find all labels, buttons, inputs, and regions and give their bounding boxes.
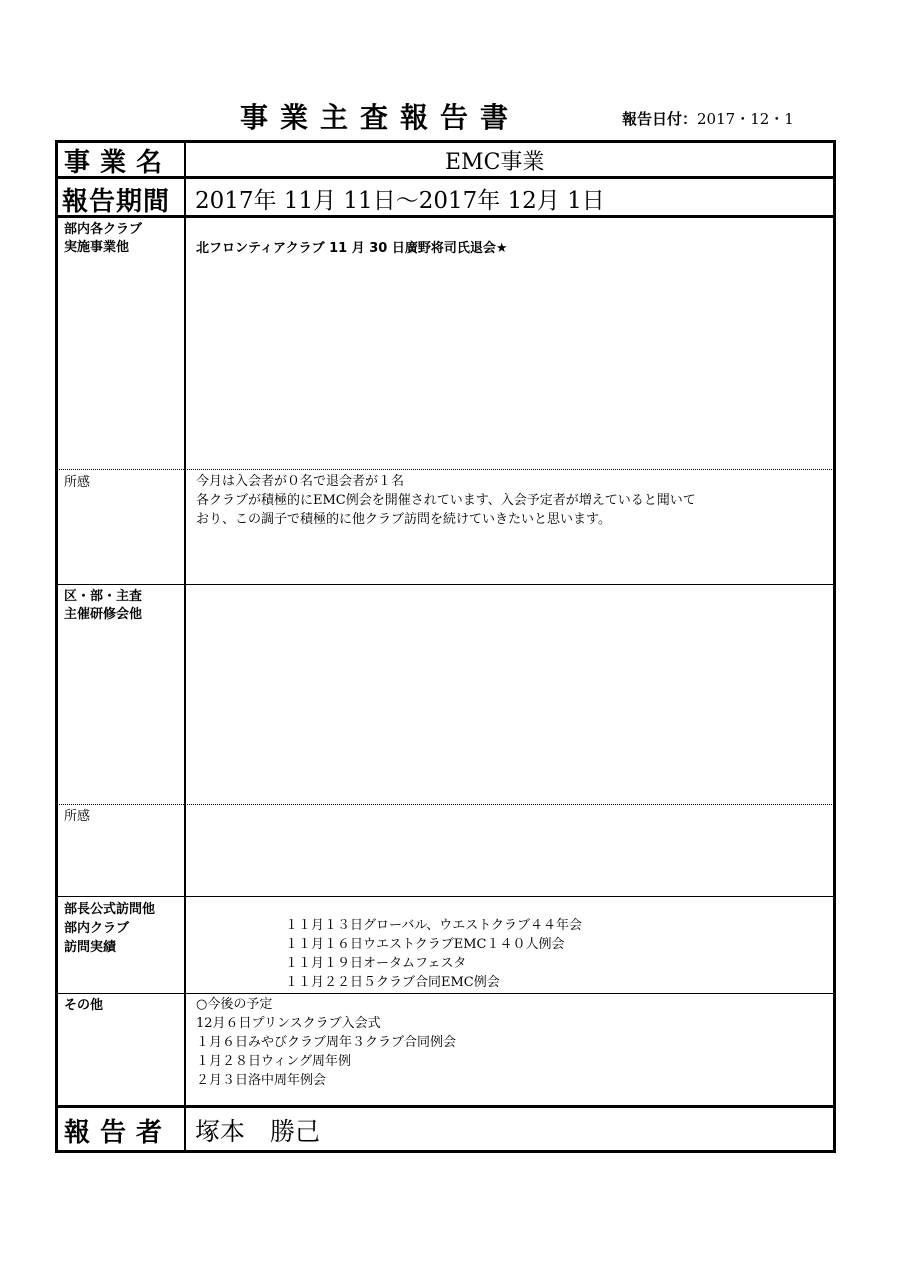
other-label: その他 <box>64 998 104 1013</box>
row-divider <box>55 176 836 179</box>
page-title: 事業主査報告書 <box>240 101 521 134</box>
list-item: １１月１９日オータムフェスタ <box>285 956 467 971</box>
list-item: １１月１３日グローバル、ウエストクラブ４４年会 <box>285 918 583 933</box>
dotted-divider <box>55 804 836 805</box>
row-divider <box>55 993 836 994</box>
project-value: EMC事業 <box>445 150 545 175</box>
visits-list <box>285 916 582 992</box>
row-divider <box>55 215 836 218</box>
row-divider <box>55 584 836 585</box>
row-divider <box>55 896 836 897</box>
report-date-value: 2017・12・1 <box>697 110 794 128</box>
dotted-divider <box>55 469 836 470</box>
impressions-1-label: 所感 <box>64 475 91 490</box>
list-item: ２月３日洛中周年例会 <box>196 1073 327 1088</box>
row-divider <box>55 1105 836 1108</box>
list-item: １１月１６日ウエストクラブEMC１４０人例会 <box>285 937 565 952</box>
other-list <box>196 995 456 1090</box>
club-activities-content: 北フロンティアクラブ 11 月 30 日廣野将司氏退会★ <box>196 241 508 256</box>
period-label: 報告期間 <box>62 187 171 217</box>
list-item: ○今後の予定 <box>196 997 273 1012</box>
list-item: １月２８日ウィング周年例 <box>196 1054 351 1069</box>
seminars-label: 区・部・主査 主催研修会他 <box>64 589 143 622</box>
report-date <box>622 108 794 129</box>
project-label: 事業名 <box>64 148 173 178</box>
column-divider <box>184 140 186 1153</box>
visits-label: 部長公式訪問他 部内クラブ 訪問実績 <box>64 902 156 955</box>
list-item: １１月２２日５クラブ合同EMC例会 <box>285 975 500 990</box>
club-activities-label: 部内各クラブ 実施事業他 <box>64 222 143 255</box>
reporter-value: 塚本 勝己 <box>195 1117 321 1146</box>
reporter-label: 報告者 <box>64 1118 173 1148</box>
list-item: 12月６日プリンスクラブ入会式 <box>196 1016 381 1031</box>
period-value: 2017年 11月 11日〜2017年 12月 1日 <box>195 188 605 214</box>
impressions-2-label: 所感 <box>64 809 91 824</box>
list-item: １月６日みやびクラブ周年３クラブ合同例会 <box>196 1035 457 1050</box>
report-date-label: 報告日付： <box>622 110 698 128</box>
impressions-1-text: 今月は入会者が０名で退会者が１名 各クラブが積極的にEMC例会を開催されています、入会予定者が増えていると聞いて おり、この調子で積極的に他クラブ訪問を続けていきたいと思います。 <box>196 474 696 527</box>
